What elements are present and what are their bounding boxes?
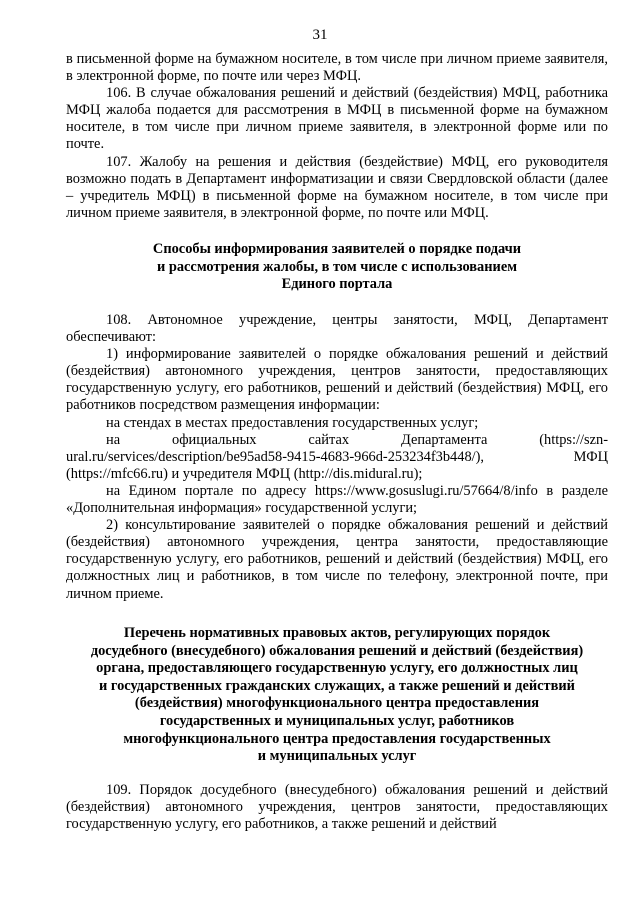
paragraph-109: 109. Порядок досудебного (внесудебного) обжалования решений и действий (бездействия) автономного учреждения, центров занятости, предоставляющих государственную услугу, его работников, а также решений и действий [66, 782, 608, 833]
text-block-bottom [66, 782, 608, 833]
paragraph-105-continued: в письменной форме на бумажном носителе, в том числе при личном приеме заявителя, в электронной форме, по почте или через МФЦ. [66, 51, 608, 85]
paragraph-stands: на стендах в местах предоставления государственных услуг; [106, 414, 479, 431]
heading-line: Единого портала [281, 276, 393, 293]
word: Департамента [400, 431, 488, 448]
paragraph-106: 106. В случае обжалования решений и действий (бездействия) МФЦ, работника МФЦ жалоба подается для рассмотрения в МФЦ в письменной форме на бумажном носителе, в том числе при личном приеме заявителя, в электронной форме или по почте. [66, 85, 608, 153]
word: на [106, 431, 121, 448]
heading-line: досудебного (внесудебного) обжалования решений и действий (бездействия) [90, 642, 584, 659]
heading-line: государственных и муниципальных услуг, работников [159, 712, 515, 729]
section-heading-legal-acts [66, 625, 608, 766]
paragraph-108-item-1: 1) информирование заявителей о порядке обжалования решений и действий (бездействия) автономного учреждения, центров занятости, предоставляющих государственную услугу, его работников, решений и действий (бездействия) МФЦ, его работников посредством размещения информации: [66, 346, 608, 414]
paragraph-107: 107. Жалобу на решения и действия (бездействие) МФЦ, его руководителя возможно подать в Департамент информатизации и связи Свердловской области (далее – учредитель МФЦ) в письменной форме на бумажном носителе, в том числе при личном приеме заявителя, в электронной форме, по почте или МФЦ. [66, 153, 608, 221]
text-block-middle [66, 312, 608, 603]
heading-line: органа, предоставляющего государственную услугу, его должностных лиц [96, 660, 578, 677]
paragraph-sites-rest: ural.ru/services/description/be95ad58-9415-4683-966d-253234f3b448/), МФЦ (https://mfc66.ru) и учредителя МФЦ (http://dis.midural.ru); [66, 448, 608, 482]
word: официальных [172, 431, 257, 448]
word: (https://szn- [539, 431, 608, 448]
section-heading-informing [66, 241, 608, 294]
word: сайтах [308, 431, 350, 448]
heading-line: и рассмотрения жалобы, в том числе с использованием [156, 258, 518, 275]
paragraph-108-item-2: 2) консультирование заявителей о порядке обжалования решений и действий (бездействия) автономного учреждения, центра занятости, предоставляющие государственную услугу, его работников, решений и действий (бездействия) МФЦ, его должностных лиц и работников, в том числе по телефону, электронной почте, при личном приеме. [66, 517, 608, 602]
heading-line: (бездействия) многофункционального центра предоставления [134, 695, 540, 712]
heading-line: и государственных гражданских служащих, а также решений и действий [99, 677, 575, 694]
official-sites-line [66, 432, 608, 449]
heading-line: Способы информирования заявителей о порядке подачи [152, 241, 522, 257]
paragraph-108: 108. Автономное учреждение, центры занятости, МФЦ, Департамент обеспечивают: [66, 312, 608, 346]
heading-line: Перечень нормативных правовых актов, регулирующих порядок [123, 625, 551, 641]
heading-line: многофункционального центра предоставления государственных [123, 730, 551, 747]
page-number: 31 [312, 27, 328, 43]
paragraph-portal: на Едином портале по адресу https://www.gosuslugi.ru/57664/8/info в разделе «Дополнительная информация» государственной услуги; [66, 482, 608, 517]
text-block-top [66, 51, 608, 222]
heading-line: и муниципальных услуг [257, 748, 417, 765]
